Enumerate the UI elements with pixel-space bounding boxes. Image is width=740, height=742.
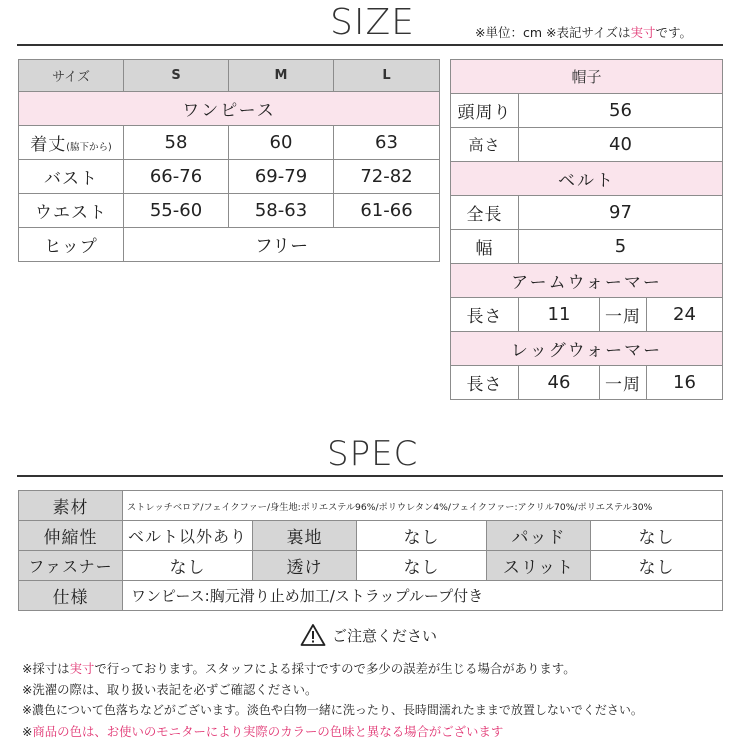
caution-note-4: ※商品の色は、お使いのモニターにより実際のカラーの色味と異なる場合がございます <box>22 724 504 739</box>
fastener-value: なし <box>123 551 253 581</box>
arm-circ-label: 一周 <box>600 298 647 332</box>
lining-value: なし <box>357 521 487 551</box>
fastener-label: ファスナー <box>19 551 123 581</box>
size-s-header: S <box>124 60 229 92</box>
length-label: 着丈 <box>30 135 67 155</box>
material-value: ストレッチベロア/フェイクファー/身生地:ポリエステル96%/ポリウレタン4%/フェイクファー:アクリル70%/ポリエステル30% <box>123 491 723 521</box>
hat-header: 帽子 <box>451 60 723 94</box>
row-label-length <box>19 126 124 160</box>
waist-l: 61-66 <box>334 194 440 228</box>
belt-length-value: 97 <box>519 196 723 230</box>
size-l-header: L <box>334 60 440 92</box>
caution-heading <box>300 622 437 648</box>
bust-m: 69-79 <box>229 160 334 194</box>
belt-width-label: 幅 <box>451 230 519 264</box>
leg-length-label: 長さ <box>451 366 519 400</box>
spec-divider <box>17 475 723 477</box>
leg-length-value: 46 <box>519 366 600 400</box>
belt-length-label: 全長 <box>451 196 519 230</box>
unit-note-highlight: 実寸 <box>630 25 656 40</box>
slit-value: なし <box>591 551 723 581</box>
row-label-waist: ウエスト <box>19 194 124 228</box>
detail-value: ワンピース:胸元滑り止め加工/ストラップループ付き <box>123 581 723 611</box>
hat-head-label: 頭周り <box>451 94 519 128</box>
caution-notes <box>22 658 643 742</box>
leg-circ-label: 一周 <box>600 366 647 400</box>
spec-title: SPEC <box>327 434 419 474</box>
unit-note-pre: ※単位：cm ※表記サイズは <box>475 25 631 40</box>
bust-s: 66-76 <box>124 160 229 194</box>
lining-label: 裏地 <box>253 521 357 551</box>
row-label-bust: バスト <box>19 160 124 194</box>
detail-label: 仕様 <box>19 581 123 611</box>
belt-width-value: 5 <box>519 230 723 264</box>
leg-warmer-header: レッグウォーマー <box>451 332 723 366</box>
caution-note-2: ※洗濯の際は、取り扱い表記を必ずご確認ください。 <box>22 682 318 697</box>
pad-value: なし <box>591 521 723 551</box>
arm-warmer-header: アームウォーマー <box>451 264 723 298</box>
stretch-value: ベルト以外あり <box>123 521 253 551</box>
unit-note <box>475 23 692 41</box>
unit-note-post: です。 <box>655 25 693 40</box>
caution-title: ご注意ください <box>332 626 438 645</box>
hat-height-value: 40 <box>519 128 723 162</box>
caution-note-3: ※濃色について色落ちなどがございます。淡色や白物一緒に洗ったり、長時間濡れたままで放置しないでください。 <box>22 703 643 717</box>
onepiece-size-table <box>18 59 440 262</box>
waist-m: 58-63 <box>229 194 334 228</box>
material-label: 素材 <box>19 491 123 521</box>
stretch-label: 伸縮性 <box>19 521 123 551</box>
waist-s: 55-60 <box>124 194 229 228</box>
spec-table <box>18 490 723 611</box>
size-header-cell: サイズ <box>19 60 124 92</box>
length-l: 63 <box>334 126 440 160</box>
slit-label: スリット <box>487 551 591 581</box>
sheer-label: 透け <box>253 551 357 581</box>
warning-triangle-icon <box>300 623 326 647</box>
size-title: SIZE <box>330 2 415 43</box>
bust-l: 72-82 <box>334 160 440 194</box>
sheer-value: なし <box>357 551 487 581</box>
row-label-hip: ヒップ <box>19 228 124 262</box>
hat-height-label: 高さ <box>451 128 519 162</box>
arm-length-value: 11 <box>519 298 600 332</box>
length-label-sub: (脇下から) <box>66 142 112 153</box>
accessory-size-table <box>450 59 723 400</box>
arm-length-label: 長さ <box>451 298 519 332</box>
arm-circ-value: 24 <box>647 298 723 332</box>
length-s: 58 <box>124 126 229 160</box>
size-divider <box>17 44 723 46</box>
pad-label: パッド <box>487 521 591 551</box>
hat-head-value: 56 <box>519 94 723 128</box>
leg-circ-value: 16 <box>647 366 723 400</box>
caution-note-1: ※採寸は実寸で行っております。スタッフによる採寸ですので多少の誤差が生じる場合があります。 <box>22 661 576 676</box>
belt-header: ベルト <box>451 162 723 196</box>
onepiece-category-header: ワンピース <box>19 92 440 126</box>
size-m-header: M <box>229 60 334 92</box>
hip-free: フリー <box>124 228 440 262</box>
length-m: 60 <box>229 126 334 160</box>
